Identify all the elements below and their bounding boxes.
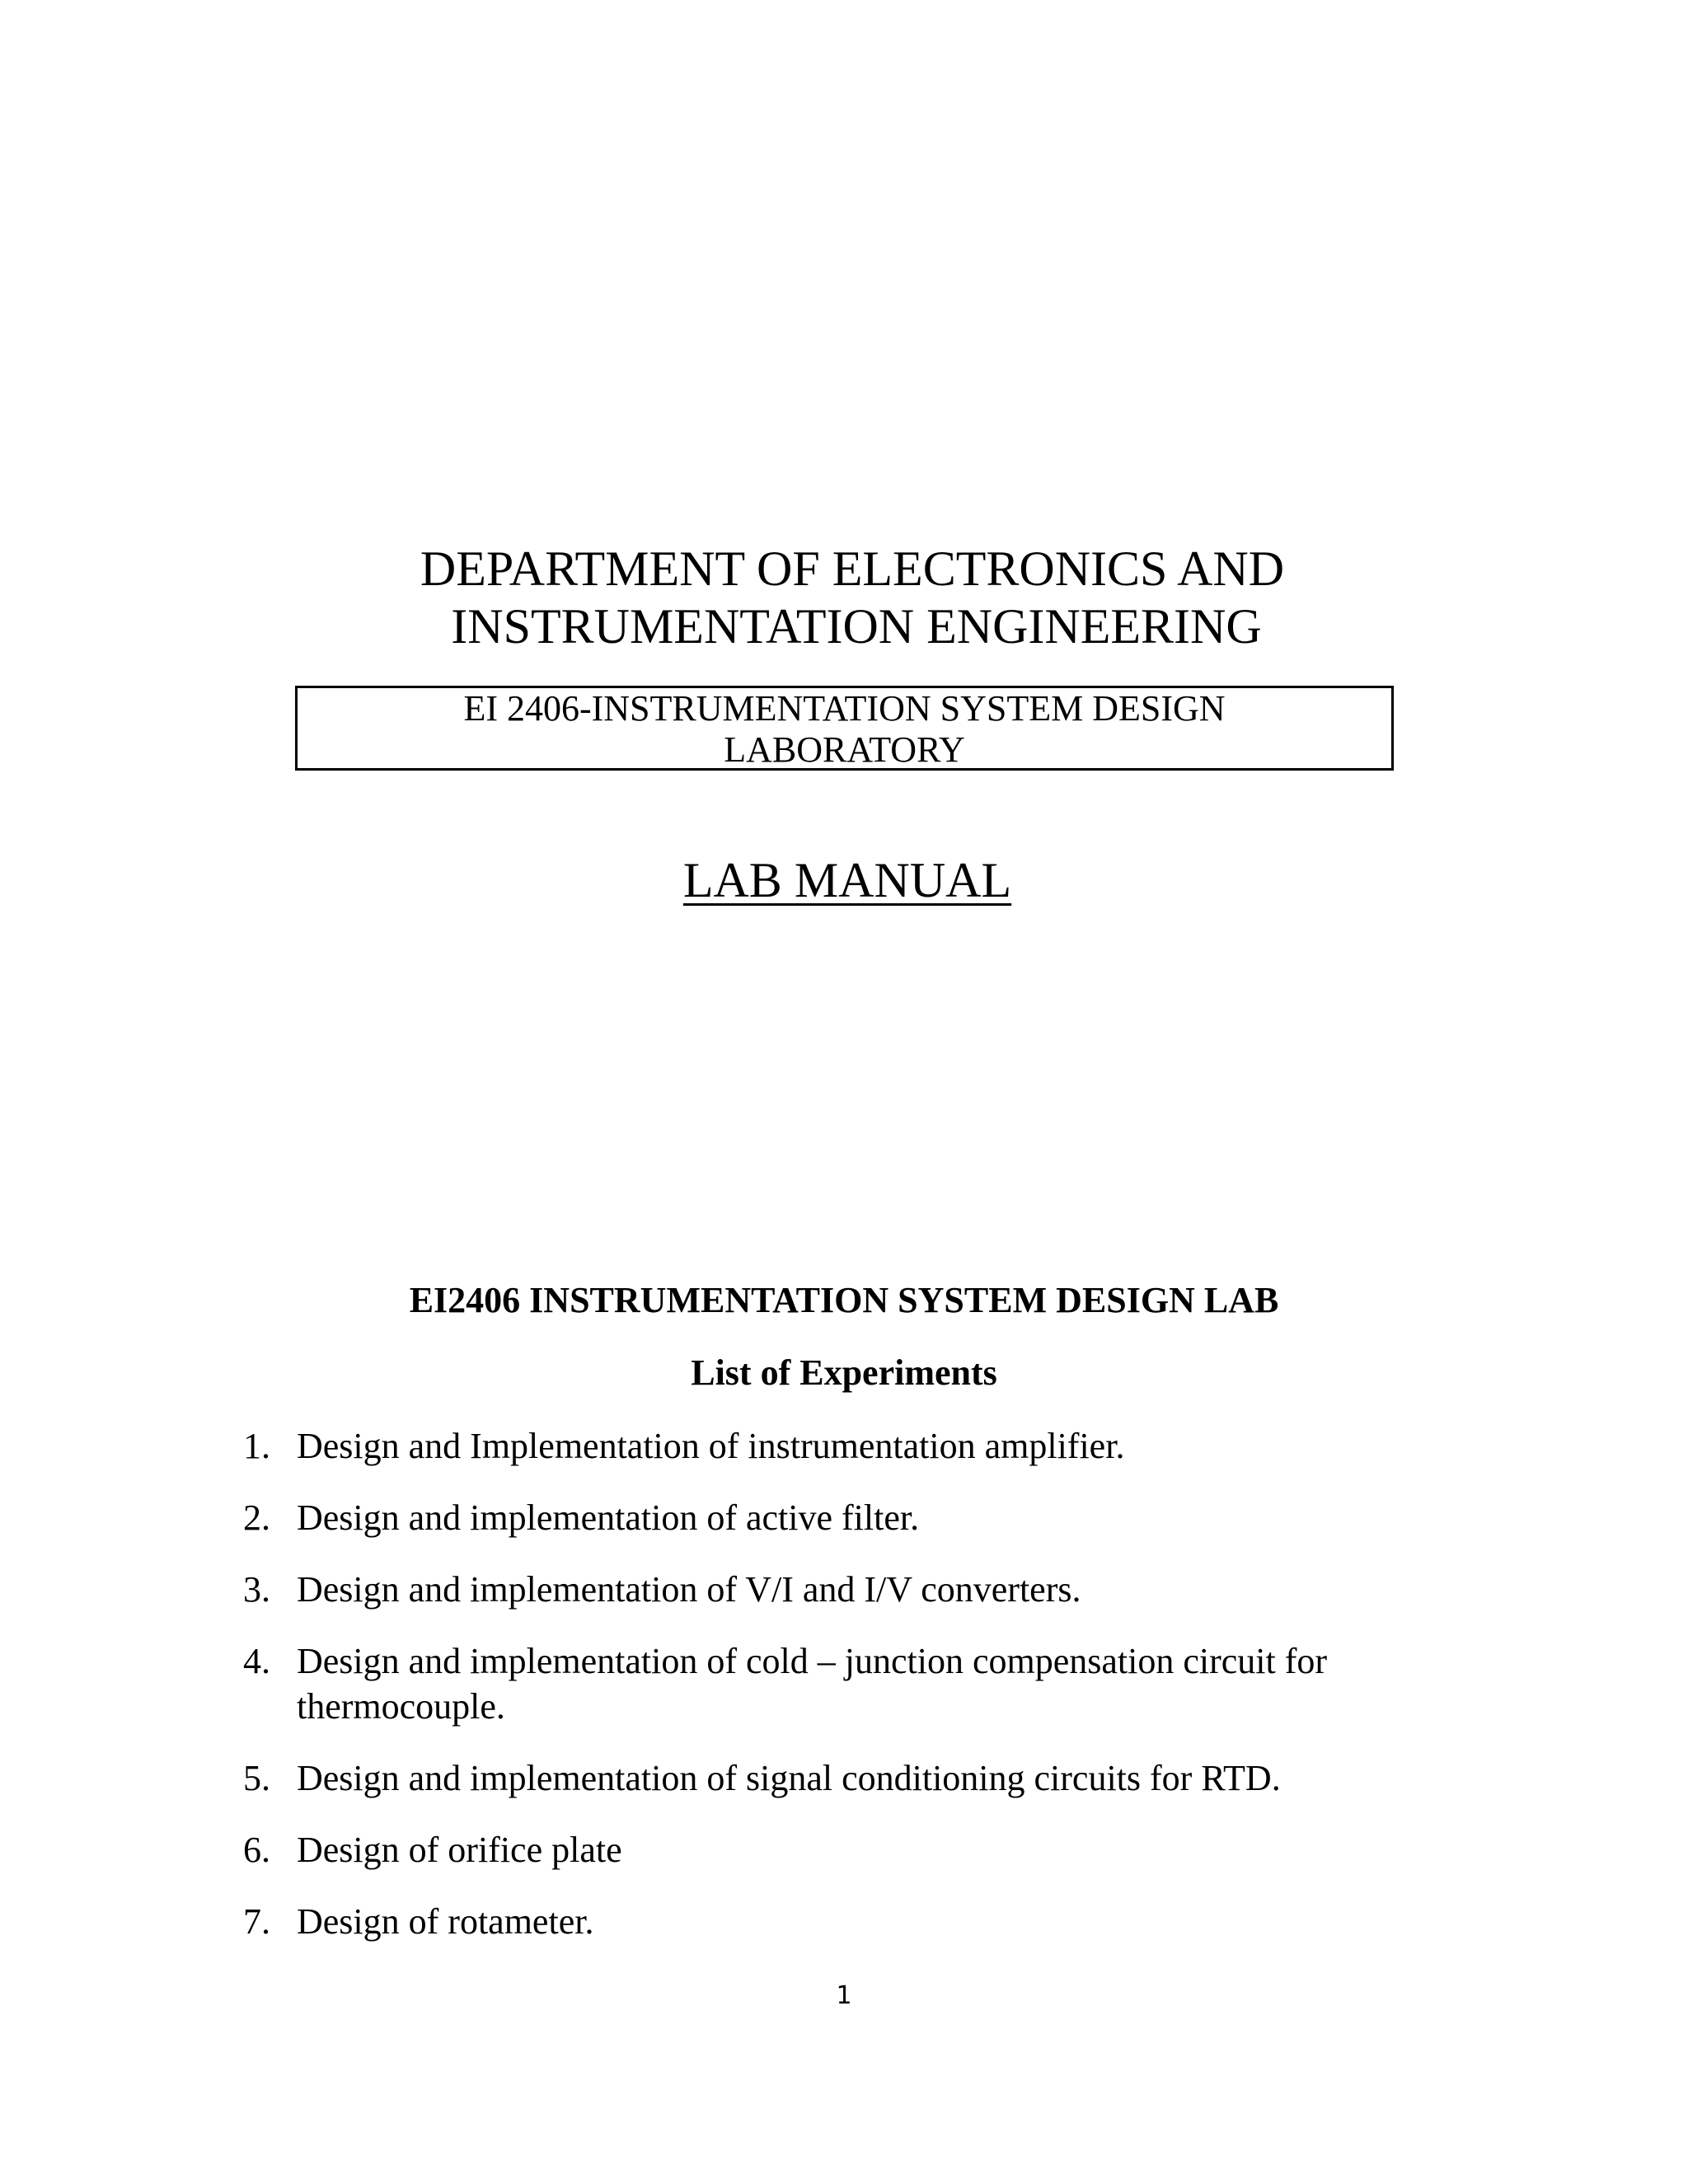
lab-manual-title-text: LAB MANUAL xyxy=(682,853,1012,907)
experiment-number: 6. xyxy=(243,1830,270,1870)
experiment-item xyxy=(243,1495,1414,1540)
experiment-text: Design and implementation of signal conditioning circuits for RTD. xyxy=(297,1758,1281,1798)
lab-manual-title xyxy=(0,851,1688,909)
experiment-number: 4. xyxy=(243,1641,270,1681)
experiment-number: 7. xyxy=(243,1901,270,1942)
experiment-text: Design and implementation of cold – junction compensation circuit for thermocouple. xyxy=(297,1641,1328,1727)
experiment-number: 5. xyxy=(243,1758,270,1798)
experiment-item xyxy=(243,1755,1414,1801)
experiment-number: 3. xyxy=(243,1569,270,1610)
page-number: 1 xyxy=(836,1981,852,2010)
experiment-text: Design of rotameter. xyxy=(297,1901,594,1942)
experiment-item xyxy=(243,1423,1414,1469)
course-title-line-1: EI 2406-INSTRUMENTATION SYSTEM DESIGN xyxy=(463,688,1226,729)
experiment-item xyxy=(243,1899,1414,1944)
experiment-number: 1. xyxy=(243,1426,270,1466)
lab-course-heading: EI2406 INSTRUMENTATION SYSTEM DESIGN LAB xyxy=(409,1280,1279,1320)
experiment-text: Design and Implementation of instrumentation amplifier. xyxy=(297,1426,1125,1466)
experiment-text: Design of orifice plate xyxy=(297,1830,622,1870)
course-title-line-2: LABORATORY xyxy=(724,729,965,770)
experiment-text: Design and implementation of V/I and I/V converters. xyxy=(297,1569,1081,1610)
experiment-item xyxy=(243,1638,1414,1729)
experiment-text: Design and implementation of active filter. xyxy=(297,1497,920,1538)
experiments-list xyxy=(243,1423,1414,1971)
experiment-number: 2. xyxy=(243,1497,270,1538)
experiment-item xyxy=(243,1827,1414,1872)
department-heading-line-1: DEPARTMENT OF ELECTRONICS AND xyxy=(420,541,1285,596)
experiment-item xyxy=(243,1567,1414,1612)
department-heading xyxy=(0,540,1688,655)
course-title-box xyxy=(295,686,1394,771)
experiments-list-heading: List of Experiments xyxy=(691,1352,997,1393)
department-heading-line-2: INSTRUMENTATION ENGINEERING xyxy=(451,599,1262,654)
